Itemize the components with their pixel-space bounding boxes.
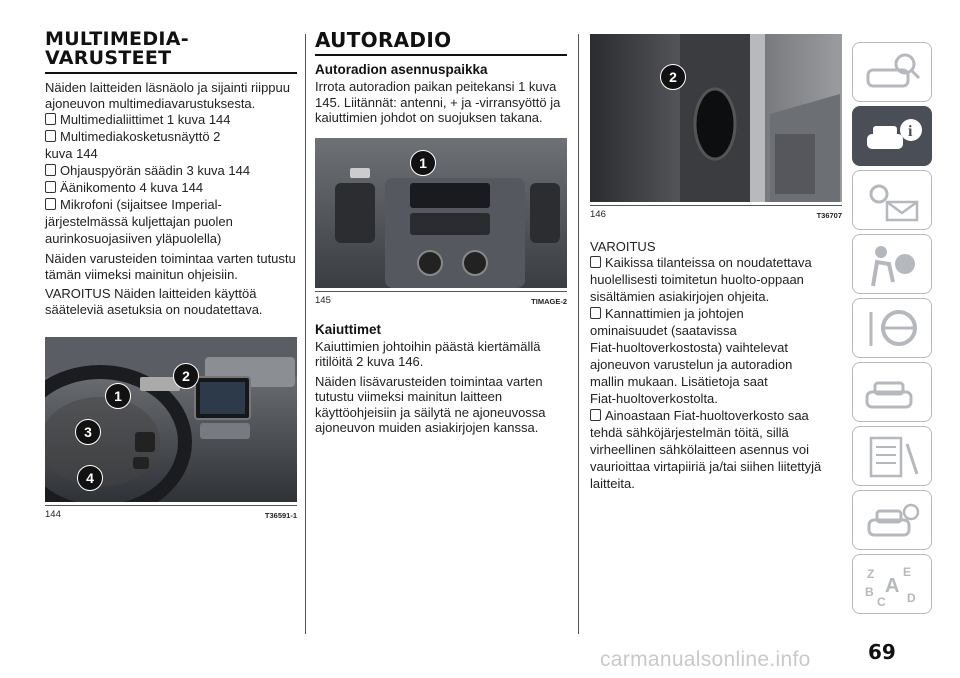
- door-speaker-illustration: [590, 34, 842, 202]
- heading-rule: [315, 54, 567, 56]
- radio-slot-illustration: [315, 138, 567, 288]
- figure-146-image: [590, 34, 842, 202]
- page-number: 69: [868, 640, 896, 664]
- figure-146-caption: [590, 205, 842, 220]
- warning-block: [590, 240, 842, 492]
- checkbox-icon: [45, 181, 56, 193]
- technical-data-icon: [863, 498, 923, 544]
- svg-text:C: C: [877, 595, 886, 608]
- subheading-installation: Autoradion asennuspaikka: [315, 62, 488, 77]
- list-item: Multimedialiittimet 1 kuva 144: [45, 111, 297, 128]
- figure-number: 145: [315, 294, 331, 306]
- tab-technical-data[interactable]: [852, 490, 932, 550]
- warning-lights-icon: [863, 178, 923, 224]
- warning-continuation: ajoneuvon varustelun ja autoradion: [590, 357, 793, 372]
- figure-number: 146: [590, 209, 606, 220]
- warning-continuation: vaurioittaa virtapiiriä ja/tai siihen liitettyjä: [590, 459, 822, 474]
- heading-line-1: MULTIMEDIA-: [45, 28, 189, 50]
- checkbox-icon: [590, 409, 601, 421]
- heading-autoradio: AUTORADIO: [315, 28, 452, 52]
- figure-code: TIMAGE-2: [531, 296, 567, 306]
- tab-warning-lights[interactable]: [852, 170, 932, 230]
- tab-car-info[interactable]: [852, 106, 932, 166]
- svg-text:E: E: [903, 565, 912, 579]
- tab-car-search[interactable]: [852, 42, 932, 102]
- list-item: Ohjauspyörän säädin 3 kuva 144: [45, 162, 297, 179]
- checkbox-icon: [45, 113, 56, 125]
- figure-code: T36707: [816, 211, 842, 220]
- checkbox-icon: [590, 307, 601, 319]
- callout-2: 2: [660, 64, 686, 90]
- watermark: carmanualsonline.info: [600, 648, 811, 671]
- warning-continuation: tehdä sähköjärjestelmän töitä, sillä: [590, 425, 789, 440]
- svg-text:D: D: [907, 591, 916, 605]
- warning-continuation: ominaisuudet (saatavissa: [590, 323, 737, 338]
- car-search-icon: [863, 50, 923, 96]
- paragraph-installation: Irrota autoradion paikan peitekansi 1 kuva 145. Liitännät: antenni, + ja -virransyöttö ja kaiuttimien johdot on suojuksen takana.: [315, 79, 561, 125]
- warning-item: Ainoastaan Fiat-huoltoverkosto saa: [590, 407, 842, 424]
- svg-text:i: i: [908, 123, 913, 140]
- paragraph-speakers: Kaiuttimien johtoihin päästä kiertämällä ritilöitä 2 kuva 146.: [315, 338, 541, 369]
- figure-code: T36591-1: [264, 511, 297, 520]
- maintenance-list-icon: [863, 434, 923, 480]
- list-item: Mikrofoni (sijaitsee Imperial-: [45, 196, 297, 213]
- checkbox-icon: [45, 164, 56, 176]
- warning-continuation: sisältämien asiakirjojen ohjeita.: [590, 289, 770, 304]
- figure-144-caption: [45, 505, 297, 520]
- checkbox-icon: [590, 256, 601, 268]
- warning-continuation: laitteita.: [590, 476, 635, 491]
- column-divider: [305, 34, 306, 634]
- column-divider: [578, 34, 579, 634]
- paragraph-instructions: Näiden varusteiden toimintaa varten tutustu tämän viimeksi mainitun ohjeisiin.: [45, 251, 296, 282]
- column-multimedia: [45, 30, 297, 520]
- list-item-continuation: järjestelmässä kuljettajan puolen: [45, 214, 233, 229]
- steering-wheel-icon: [863, 306, 923, 352]
- tab-airbag[interactable]: [852, 234, 932, 294]
- list-item-continuation: kuva 144: [45, 146, 98, 161]
- figure-145-caption: [315, 291, 567, 306]
- figure-145-image: [315, 138, 567, 288]
- warning-title: VAROITUS: [590, 239, 656, 254]
- warning-continuation: Fiat-huoltoverkostolta.: [590, 391, 718, 406]
- column-autoradio: [315, 30, 567, 440]
- warning-item: Kannattimien ja johtojen: [590, 305, 842, 322]
- column-warning: [590, 34, 842, 492]
- callout-4: 4: [77, 465, 103, 491]
- tab-car-emergency[interactable]: [852, 362, 932, 422]
- list-item: Äänikomento 4 kuva 144: [45, 179, 297, 196]
- checkbox-icon: [45, 198, 56, 210]
- warning-continuation: Fiat-huoltoverkostosta) vaihtelevat: [590, 340, 788, 355]
- tab-steering-wheel[interactable]: [852, 298, 932, 358]
- tab-alphabetical-index[interactable]: [852, 554, 932, 614]
- airbag-person-icon: [863, 242, 923, 288]
- tab-maintenance[interactable]: [852, 426, 932, 486]
- svg-text:A: A: [885, 575, 900, 597]
- paragraph-accessories: Näiden lisävarusteiden toimintaa varten tutustu viimeksi mainitun laitteen käyttöohjeisiin ja säilytä ne ajoneuvossa ajoneuvon muiden asiakirjojen kanssa.: [315, 373, 546, 435]
- intro-paragraph: Näiden laitteiden läsnäolo ja sijainti riippuu ajoneuvon multimediavarustuksesta.: [45, 80, 290, 111]
- heading-rule: [45, 72, 297, 74]
- warning-item: Kaikissa tilanteissa on noudatettava: [590, 254, 842, 271]
- svg-text:B: B: [865, 585, 874, 599]
- heading-multimedia: [45, 30, 297, 68]
- figure-144-image: [45, 337, 297, 502]
- checkbox-icon: [45, 130, 56, 142]
- list-item-continuation: aurinkosuojasiiven yläpuolella): [45, 231, 222, 246]
- car-emergency-icon: [863, 370, 923, 416]
- subheading-speakers: Kaiuttimet: [315, 321, 382, 337]
- equipment-list: [45, 111, 297, 247]
- callout-1: 1: [410, 150, 436, 176]
- warning-continuation: mallin mukaan. Lisätietoja saat: [590, 374, 768, 389]
- paragraph-warning: VAROITUS Näiden laitteiden käyttöä sääteleviä asetuksia on noudatettava.: [45, 286, 263, 317]
- list-item: Multimediakosketusnäyttö 2: [45, 128, 297, 145]
- heading-line-2: VARUSTEET: [45, 47, 172, 69]
- warning-continuation: huolellisesti toimitetun huolto-oppaan: [590, 272, 804, 287]
- svg-text:Z: Z: [867, 567, 875, 581]
- callout-2: 2: [173, 363, 199, 389]
- callout-3: 3: [75, 419, 101, 445]
- alphabetical-index-icon: [863, 562, 923, 608]
- callout-1: 1: [105, 383, 131, 409]
- warning-continuation: virheellinen sähkölaitteen asennus voi: [590, 442, 809, 457]
- figure-number: 144: [45, 509, 61, 520]
- car-info-icon: [863, 114, 923, 160]
